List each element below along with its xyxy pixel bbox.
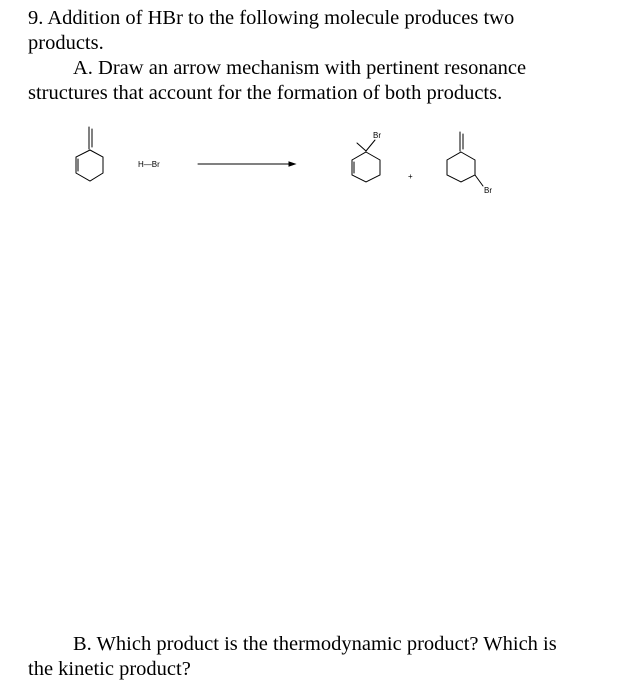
- part-a-line-1: A. Draw an arrow mechanism with pertinent resonance: [73, 57, 527, 79]
- part-b-line-1: B. Which product is the thermodynamic product? Which is: [73, 633, 557, 655]
- reactant-diene: [76, 127, 103, 181]
- plus-sign: +: [408, 172, 413, 181]
- question-line-1: 9. Addition of HBr to the following molecule produces two: [28, 7, 515, 29]
- product-1-structure: [352, 140, 380, 182]
- product-2-structure: [447, 132, 483, 186]
- product-1-bromine-label: Br: [373, 131, 381, 140]
- part-a-line-2: structures that account for the formation of both products.: [28, 82, 503, 104]
- reaction-scheme: [0, 120, 624, 210]
- product-2-bromine-label: Br: [484, 186, 492, 195]
- reagent-label: H—Br: [138, 160, 160, 169]
- part-b-line-2: the kinetic product?: [28, 658, 191, 680]
- reaction-arrow: [198, 162, 295, 166]
- question-line-2: products.: [28, 32, 104, 54]
